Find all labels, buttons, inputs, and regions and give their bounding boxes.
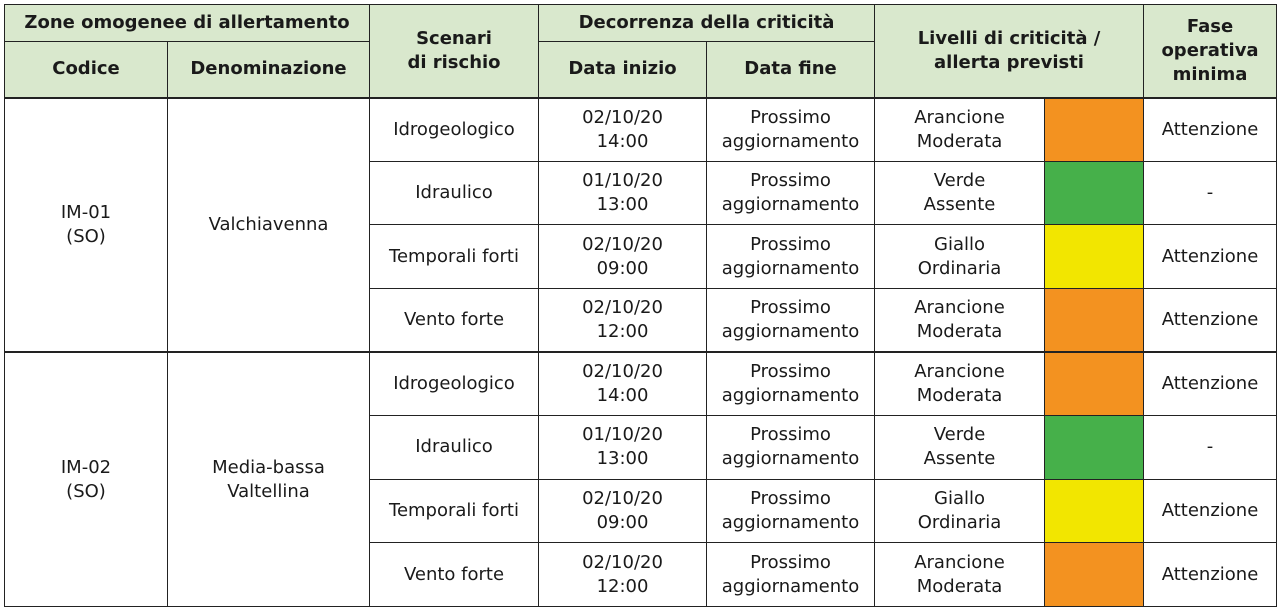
decorrenza-header: Decorrenza della criticità — [539, 5, 875, 42]
table-row — [5, 98, 1277, 162]
start-cell: 02/10/20 12:00 — [539, 288, 707, 352]
zone-code: IM-02 (SO) — [5, 352, 168, 607]
level-swatch — [1045, 352, 1144, 416]
scenario-cell: Idraulico — [370, 416, 539, 480]
codice-header: Codice — [5, 42, 168, 98]
scenario-cell: Idrogeologico — [370, 98, 539, 162]
fase-header: Fase operativa minima — [1144, 5, 1277, 98]
phase-cell: Attenzione — [1144, 98, 1277, 162]
zone-name: Media-bassa Valtellina — [168, 352, 370, 607]
alert-table — [4, 4, 1277, 607]
zone-group-header: Zone omogenee di allertamento — [5, 5, 370, 42]
level-swatch — [1045, 98, 1144, 162]
level-swatch — [1045, 225, 1144, 289]
level-cell: Arancione Moderata — [875, 352, 1045, 416]
level-swatch — [1045, 479, 1144, 543]
data-inizio-header: Data inizio — [539, 42, 707, 98]
scenario-cell: Vento forte — [370, 543, 539, 607]
start-cell: 01/10/20 13:00 — [539, 416, 707, 480]
end-cell: Prossimo aggiornamento — [707, 543, 875, 607]
start-cell: 02/10/20 14:00 — [539, 98, 707, 162]
end-cell: Prossimo aggiornamento — [707, 288, 875, 352]
end-cell: Prossimo aggiornamento — [707, 98, 875, 162]
phase-cell: - — [1144, 161, 1277, 225]
level-cell: Verde Assente — [875, 416, 1045, 480]
level-cell: Arancione Moderata — [875, 543, 1045, 607]
level-cell: Arancione Moderata — [875, 288, 1045, 352]
scenari-header: Scenari di rischio — [370, 5, 539, 98]
scenario-cell: Idraulico — [370, 161, 539, 225]
data-fine-header: Data fine — [707, 42, 875, 98]
level-cell: Giallo Ordinaria — [875, 479, 1045, 543]
level-swatch — [1045, 161, 1144, 225]
scenario-cell: Vento forte — [370, 288, 539, 352]
end-cell: Prossimo aggiornamento — [707, 479, 875, 543]
level-swatch — [1045, 288, 1144, 352]
level-swatch — [1045, 543, 1144, 607]
phase-cell: - — [1144, 416, 1277, 480]
level-cell: Verde Assente — [875, 161, 1045, 225]
start-cell: 01/10/20 13:00 — [539, 161, 707, 225]
end-cell: Prossimo aggiornamento — [707, 352, 875, 416]
livelli-header: Livelli di criticità / allerta previsti — [875, 5, 1144, 98]
phase-cell: Attenzione — [1144, 543, 1277, 607]
end-cell: Prossimo aggiornamento — [707, 416, 875, 480]
level-swatch — [1045, 416, 1144, 480]
phase-cell: Attenzione — [1144, 225, 1277, 289]
scenario-cell: Temporali forti — [370, 225, 539, 289]
level-cell: Giallo Ordinaria — [875, 225, 1045, 289]
start-cell: 02/10/20 09:00 — [539, 479, 707, 543]
phase-cell: Attenzione — [1144, 479, 1277, 543]
phase-cell: Attenzione — [1144, 352, 1277, 416]
start-cell: 02/10/20 14:00 — [539, 352, 707, 416]
end-cell: Prossimo aggiornamento — [707, 161, 875, 225]
phase-cell: Attenzione — [1144, 288, 1277, 352]
zone-code: IM-01 (SO) — [5, 98, 168, 353]
scenario-cell: Idrogeologico — [370, 352, 539, 416]
zone-name: Valchiavenna — [168, 98, 370, 353]
end-cell: Prossimo aggiornamento — [707, 225, 875, 289]
denominazione-header: Denominazione — [168, 42, 370, 98]
scenario-cell: Temporali forti — [370, 479, 539, 543]
table-row — [5, 352, 1277, 416]
start-cell: 02/10/20 09:00 — [539, 225, 707, 289]
level-cell: Arancione Moderata — [875, 98, 1045, 162]
start-cell: 02/10/20 12:00 — [539, 543, 707, 607]
